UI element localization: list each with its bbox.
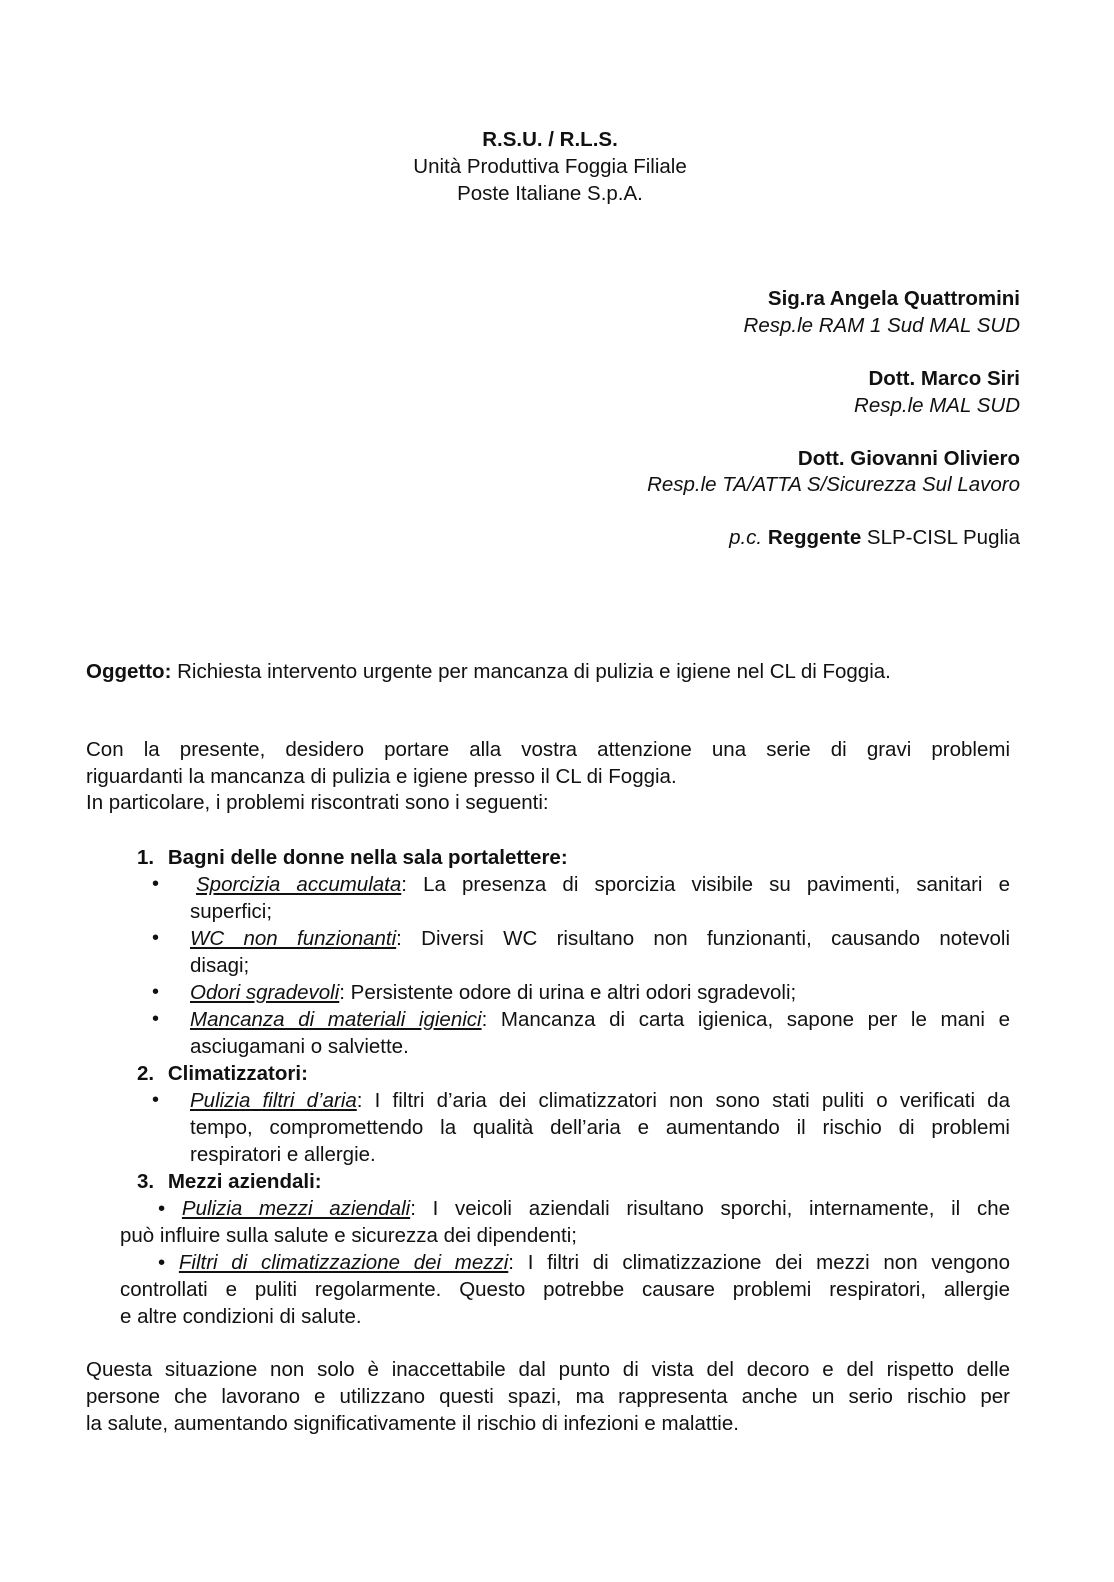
- bullet-icon: •: [152, 873, 160, 895]
- item-term: Filtri di climatizzazione dei mezzi: [178, 1251, 509, 1274]
- recipient-name: Sig.ra Angela Quattromini: [767, 287, 1020, 310]
- bullet-icon: •: [152, 981, 160, 1003]
- item-continuation: superfici;: [190, 900, 273, 923]
- item-text: : La presenza di sporcizia visibile su pavimenti, sanitari e: [401, 873, 1011, 896]
- list-item: [158, 1195, 1010, 1222]
- item-continuation: disagi;: [190, 954, 250, 977]
- recipient-role: Resp.le MAL SUD: [854, 394, 1020, 417]
- item-text: : Mancanza di carta igienica, sapone per le mani e: [481, 1008, 1010, 1031]
- list-item: [190, 925, 1010, 952]
- item-term: Pulizia filtri d’aria: [190, 1089, 357, 1112]
- item-term: Pulizia mezzi aziendali: [181, 1197, 411, 1220]
- header-unit: Unità Produttiva Foggia Filiale: [413, 155, 687, 178]
- item-text: : I filtri di climatizzazione dei mezzi non vengono: [508, 1251, 1010, 1274]
- bullet-icon: •: [152, 1008, 160, 1030]
- item-text: : I veicoli aziendali risultano sporchi, internamente, il che: [410, 1197, 1010, 1220]
- item-continuation: tempo, compromettendo la qualità dell’aria e aumentando il rischio di problemi: [190, 1116, 1010, 1139]
- item-continuation: respiratori e allergie.: [190, 1143, 376, 1166]
- item-continuation: controllati e puliti regolarmente. Questo potrebbe causare problemi respiratori, allergie: [120, 1278, 1010, 1301]
- list-item: [190, 1087, 1010, 1114]
- cc-rest: SLP-CISL Puglia: [866, 526, 1020, 549]
- section-title: Bagni delle donne nella sala portalettere:: [167, 846, 568, 869]
- closing-line: la salute, aumentando significativamente il rischio di infezioni e malattie.: [86, 1412, 739, 1435]
- cc-prefix: p.c.: [729, 526, 763, 549]
- item-term: WC non funzionanti: [190, 927, 397, 950]
- recipient-role: Resp.le TA/ATTA S/Sicurezza Sul Lavoro: [647, 473, 1020, 496]
- section-number: 3.: [137, 1170, 155, 1193]
- item-text: : Persistente odore di urina e altri odori sgradevoli;: [339, 981, 797, 1004]
- list-item: [190, 1006, 1010, 1033]
- subject-label: Oggetto:: [86, 660, 172, 683]
- cc-line: [729, 524, 1020, 551]
- section-heading: [137, 1060, 308, 1087]
- bullet-icon: •: [152, 927, 160, 949]
- bullet-icon: •: [152, 1089, 160, 1111]
- intro-line: In particolare, i problemi riscontrati sono i seguenti:: [86, 791, 549, 814]
- subject-line: [86, 658, 891, 685]
- item-continuation: può influire sulla salute e sicurezza dei dipendenti;: [120, 1224, 577, 1247]
- section-heading: [137, 844, 568, 871]
- intro-line: riguardanti la mancanza di pulizia e igiene presso il CL di Foggia.: [86, 765, 677, 788]
- header-title: R.S.U. / R.L.S.: [482, 128, 618, 151]
- section-title: Climatizzatori:: [167, 1062, 308, 1085]
- item-text: : Diversi WC risultano non funzionanti, causando notevoli: [396, 927, 1010, 950]
- list-item: [196, 871, 1010, 898]
- section-heading: [137, 1168, 322, 1195]
- cc-bold: Reggente: [767, 526, 862, 549]
- section-number: 2.: [137, 1062, 155, 1085]
- item-continuation: e altre condizioni di salute.: [120, 1305, 362, 1328]
- bullet-icon: •: [158, 1251, 179, 1274]
- closing-line: Questa situazione non solo è inaccettabile dal punto di vista del decoro e del rispetto delle: [86, 1358, 1010, 1381]
- list-item: [158, 1249, 1010, 1276]
- subject-text: Richiesta intervento urgente per mancanza di pulizia e igiene nel CL di Foggia.: [177, 660, 891, 683]
- section-number: 1.: [137, 846, 155, 869]
- item-term: Odori sgradevoli: [190, 981, 340, 1004]
- recipient-role: Resp.le RAM 1 Sud MAL SUD: [743, 314, 1020, 337]
- bullet-icon: •: [158, 1197, 182, 1220]
- recipient-name: Dott. Giovanni Oliviero: [797, 447, 1020, 470]
- item-continuation: asciugamani o salviette.: [190, 1035, 409, 1058]
- item-text: : I filtri d’aria dei climatizzatori non sono stati puliti o verificati da: [356, 1089, 1010, 1112]
- closing-line: persone che lavorano e utilizzano questi spazi, ma rappresenta anche un serio rischio per: [86, 1385, 1010, 1408]
- section-title: Mezzi aziendali:: [167, 1170, 322, 1193]
- intro-line: Con la presente, desidero portare alla vostra attenzione una serie di gravi problemi: [86, 738, 1010, 761]
- item-term: Sporcizia accumulata: [196, 873, 402, 896]
- header-company: Poste Italiane S.p.A.: [457, 182, 643, 205]
- recipient-name: Dott. Marco Siri: [868, 367, 1020, 390]
- list-item: [190, 979, 796, 1006]
- item-term: Mancanza di materiali igienici: [190, 1008, 482, 1031]
